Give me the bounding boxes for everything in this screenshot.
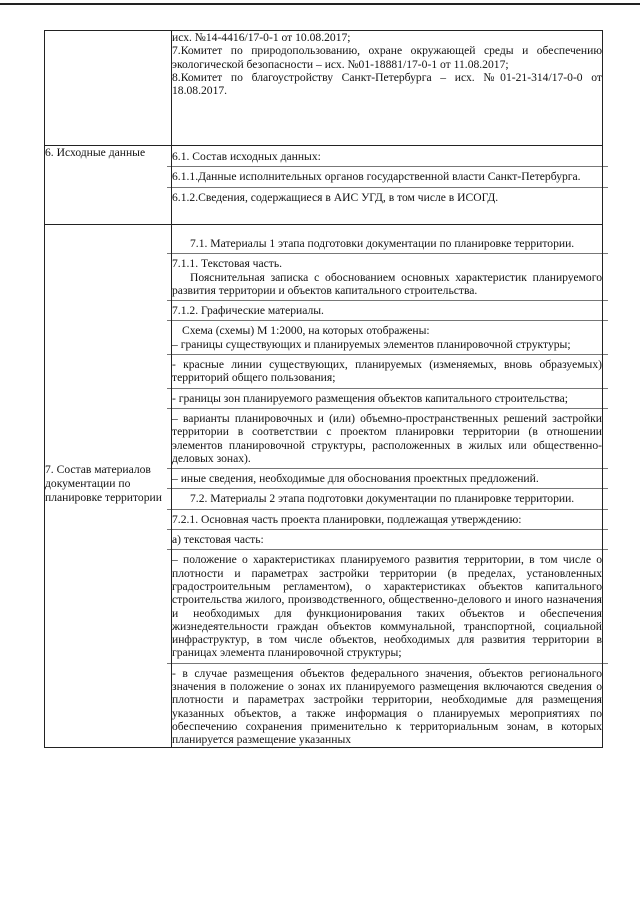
approval-line: исх. №14-4416/17-0-1 от 10.08.2017; xyxy=(172,31,351,44)
section-6-title: 6. Исходные данные xyxy=(45,146,146,159)
paragraph: 7.1.2. Графические материалы. xyxy=(172,304,324,318)
list-item: – варианты планировочных и (или) объемно-пространственных решений застройки территории в соответствии с проектом планировки территории (в отношении элементов планировочной структуры, расположенных в жилых или общественно-деловых зонах). xyxy=(172,411,602,465)
row-label-cell xyxy=(45,146,172,225)
divider xyxy=(167,300,608,301)
paragraph: 6.1. Состав исходных данных: xyxy=(172,150,321,163)
table-row xyxy=(45,225,603,748)
paragraph: 7.1.1. Текстовая часть. xyxy=(172,257,283,271)
paragraph: 7.2.1. Основная часть проекта планировки, подлежащая утверждению: xyxy=(172,512,522,526)
divider xyxy=(167,549,608,550)
divider xyxy=(167,166,608,167)
divider xyxy=(167,488,608,489)
list-item: – положение о характеристиках планируемого развития территории, в том числе о плотности и параметрах застройки территории (в пределах, установленных градостроительным регламентом), о характеристиках объектов капитального строительства жилого, производственного, общественно-делового и иного назначения и необходимых для функционирования таких объектов и обеспечения жизнедеятельности граждан объектов коммунальной, транспортной, социальной инфраструктур, в том числе объектов, необходимых для развития территории в границах элемента планировочной структуры; xyxy=(172,553,602,660)
approval-line: 7.Комитет по природопользованию, охране окружающей среды и обеспечению экологической безопасности – исх. №01-18881/17-0-1 от 11.08.2017; xyxy=(172,44,602,71)
divider xyxy=(167,529,608,530)
section-7-title: 7. Состав материалов документации по планировке территории xyxy=(45,463,162,504)
paragraph: Пояснительная записка с обоснованием основных характеристик планируемого развития территории и объектов капитального строительства. xyxy=(172,270,602,297)
divider xyxy=(167,388,608,389)
paragraph: 6.1.1.Данные исполнительных органов государственной власти Санкт-Петербурга. xyxy=(172,170,581,184)
requirements-table xyxy=(44,30,603,748)
paragraph: 6.1.2.Сведения, содержащиеся в АИС УГД, в том числе в ИСОГД. xyxy=(172,190,499,204)
divider xyxy=(167,468,608,469)
table-row xyxy=(45,31,603,146)
row-content-cell xyxy=(172,146,603,225)
row-label-cell xyxy=(45,225,172,748)
page-top-rule xyxy=(0,3,640,5)
divider xyxy=(167,320,608,321)
paragraph: Схема (схемы) М 1:2000, на которых отображены: xyxy=(182,324,430,338)
row-label-cell xyxy=(45,31,172,146)
list-item: – границы существующих и планируемых элементов планировочной структуры; xyxy=(172,337,571,351)
table-row xyxy=(45,146,603,225)
paragraph: 7.2. Материалы 2 этапа подготовки документации по планировке территории. xyxy=(190,492,575,506)
list-item: - красные линии существующих, планируемых (изменяемых, вновь образуемых) территорий общего пользования; xyxy=(172,358,602,385)
list-item: - в случае размещения объектов федерального значения, объектов регионального значения в положение о зонах их планируемого размещения включаются сведения о плотности и параметрах застройки территории, необходимые для размещения указанных объектов, а также информация о планируемых мероприятиях по обеспечению сохранения применительно к территориальным зонам, в которых планируется размещение указанных xyxy=(172,666,602,747)
row-content-cell xyxy=(172,225,603,748)
divider xyxy=(167,663,608,664)
divider xyxy=(167,408,608,409)
row-content-cell xyxy=(172,31,603,146)
divider xyxy=(167,509,608,510)
approval-line: 8.Комитет по благоустройству Санкт-Петербурга – исх. №01-21-314/17-0-0 от 18.08.2017. xyxy=(172,70,602,98)
divider xyxy=(167,354,608,355)
paragraph: а) текстовая часть: xyxy=(172,533,264,547)
list-item: – иные сведения, необходимые для обоснования проектных предложений. xyxy=(172,472,539,486)
divider xyxy=(167,253,608,254)
paragraph: 7.1. Материалы 1 этапа подготовки документации по планировке территории. xyxy=(190,237,575,250)
list-item: - границы зон планируемого размещения объектов капитального строительства; xyxy=(172,391,568,405)
divider xyxy=(167,187,608,188)
